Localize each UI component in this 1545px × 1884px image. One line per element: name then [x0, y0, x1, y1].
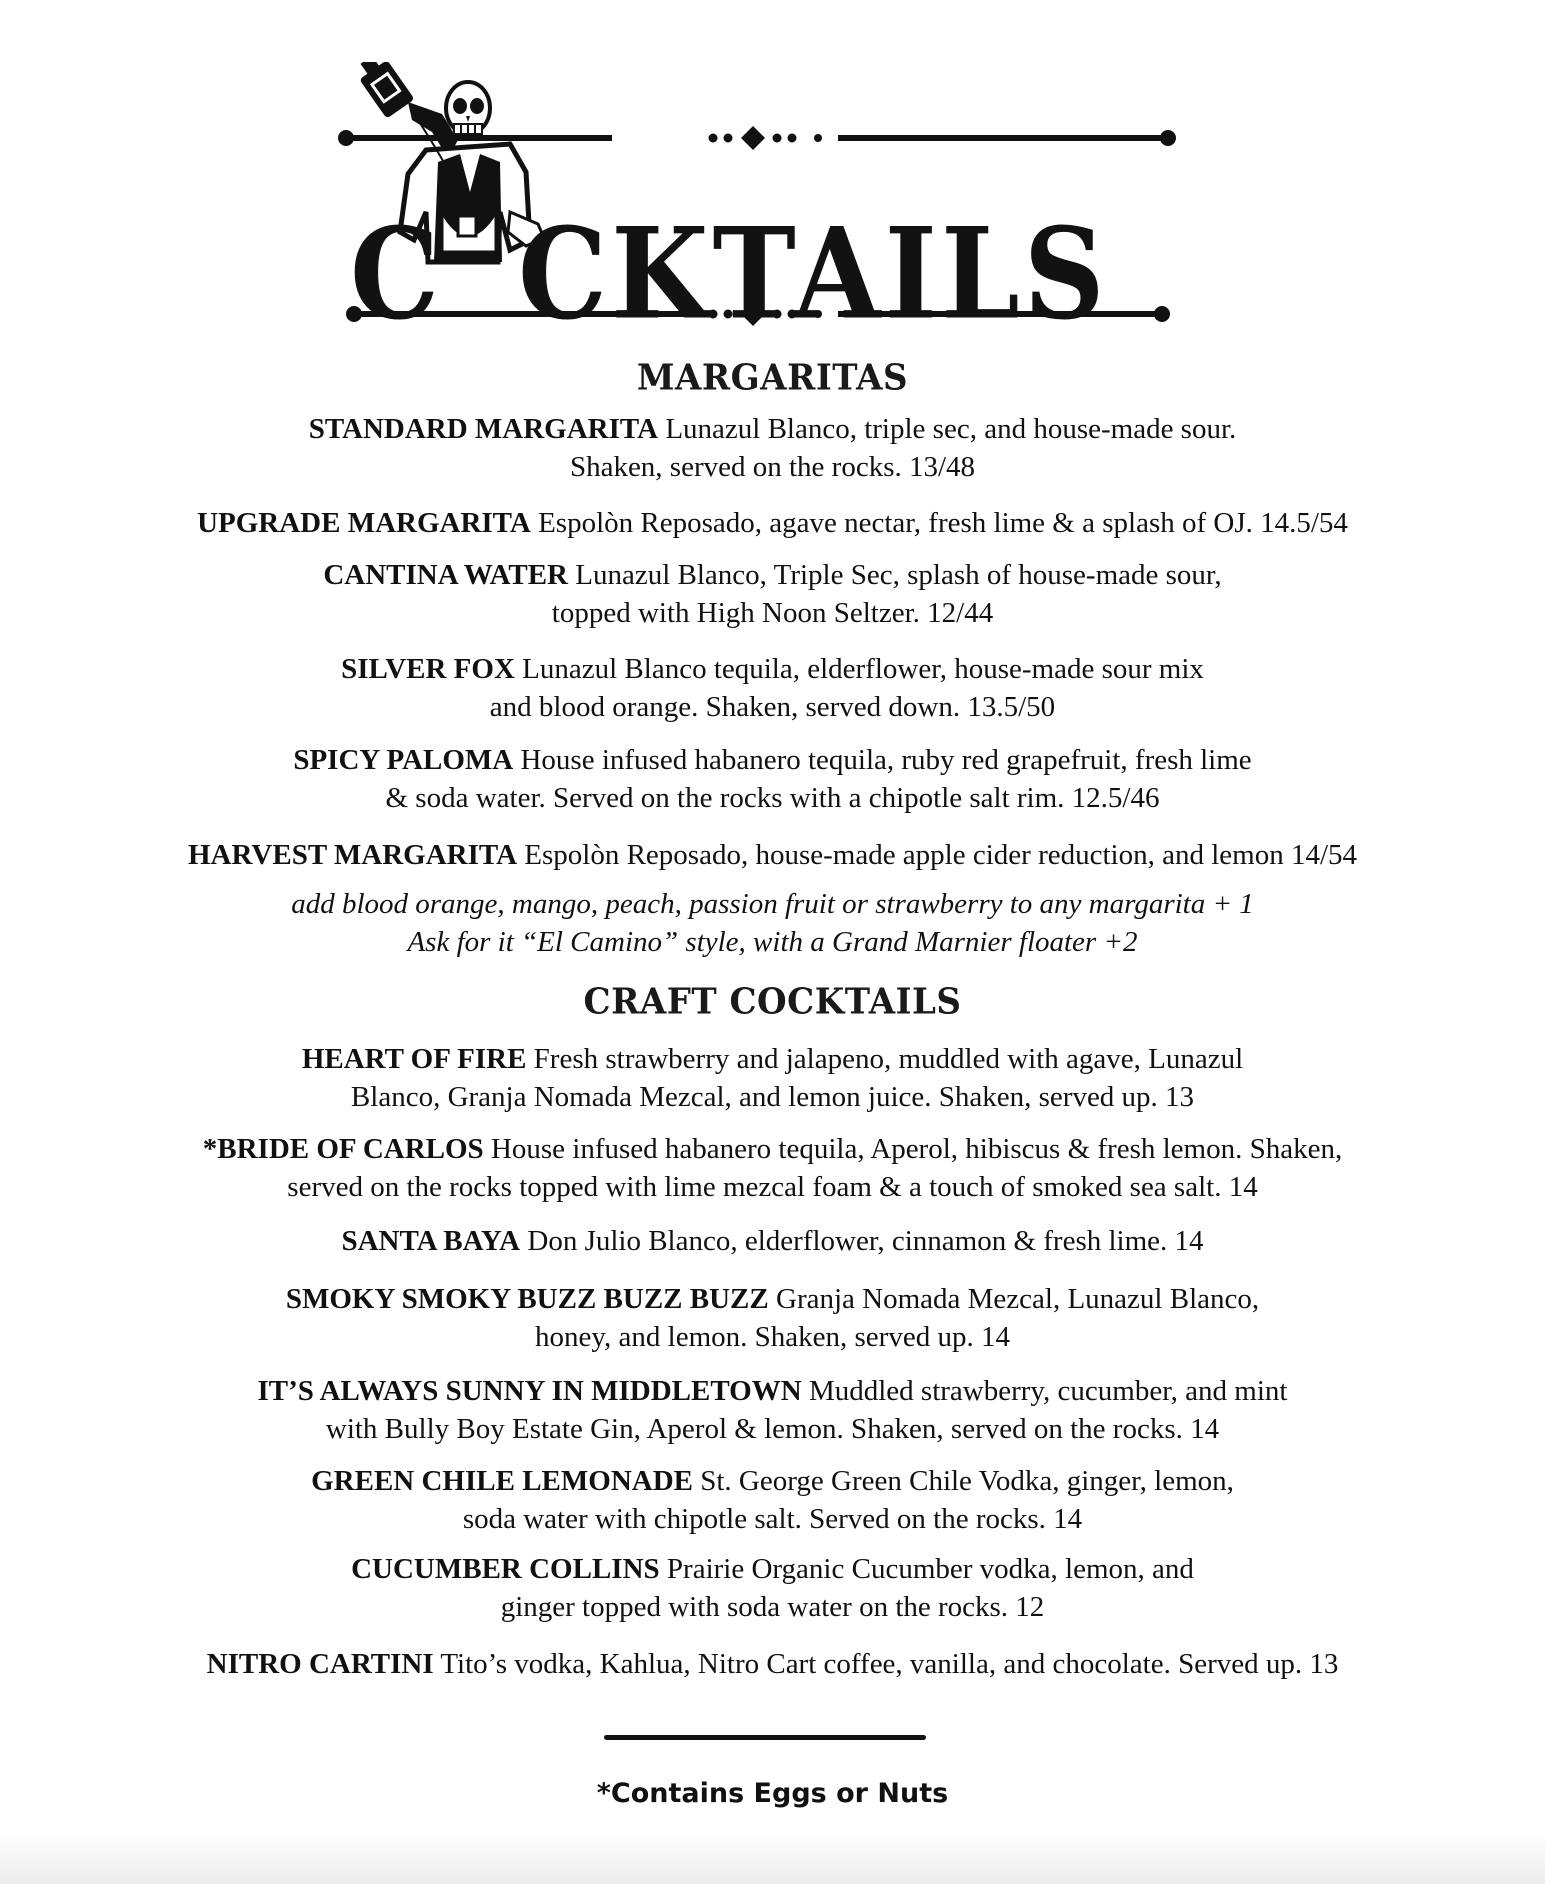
- item-description: Lunazul Blanco, Triple Sec, splash of house-made sour,: [568, 559, 1222, 591]
- menu-item-harvest-margarita: [40, 836, 1505, 874]
- item-description: Espolòn Reposado, house-made apple cider reduction, and lemon 14/54: [517, 839, 1357, 871]
- note-line-el-camino: Ask for it “El Camino” style, with a Grand Marnier floater +2: [407, 926, 1138, 958]
- menu-item-smoky-smoky-buzz: [40, 1280, 1505, 1356]
- item-description: Fresh strawberry and jalapeno, muddled with agave, Lunazul: [526, 1043, 1244, 1075]
- note-line-flavors: add blood orange, mango, peach, passion fruit or strawberry to any margarita + 1: [291, 888, 1254, 920]
- menu-item-spicy-paloma: [40, 741, 1505, 817]
- item-description: House infused habanero tequila, ruby red grapefruit, fresh lime: [513, 744, 1252, 776]
- item-description-cont: with Bully Boy Estate Gin, Aperol & lemon. Shaken, served on the rocks. 14: [325, 1413, 1220, 1445]
- footer-divider: [604, 1735, 926, 1740]
- item-description: Lunazul Blanco, triple sec, and house-made sour.: [658, 413, 1237, 445]
- item-name: SANTA BAYA: [341, 1225, 521, 1257]
- page-bottom-shadow: [0, 1834, 1545, 1884]
- item-description: Muddled strawberry, cucumber, and mint: [801, 1375, 1288, 1407]
- item-name: CANTINA WATER: [323, 559, 569, 591]
- item-description: Don Julio Blanco, elderflower, cinnamon & fresh lime. 14: [520, 1225, 1204, 1257]
- item-description-cont: honey, and lemon. Shaken, served up. 14: [535, 1321, 1010, 1353]
- menu-item-standard-margarita: [40, 410, 1505, 486]
- item-name: UPGRADE MARGARITA: [197, 507, 531, 539]
- menu-item-bride-of-carlos: [40, 1130, 1505, 1206]
- item-description: Lunazul Blanco tequila, elderflower, house-made sour mix: [514, 653, 1204, 685]
- item-description: Espolòn Reposado, agave nectar, fresh lime & a splash of OJ. 14.5/54: [530, 507, 1348, 539]
- item-name: GREEN CHILE LEMONADE: [311, 1465, 693, 1497]
- item-description: St. George Green Chile Vodka, ginger, lemon,: [693, 1465, 1234, 1497]
- section-title-margaritas: MARGARITAS: [636, 357, 909, 399]
- menu-item-santa-baya: [40, 1222, 1505, 1260]
- item-description-cont: & soda water. Served on the rocks with a chipotle salt rim. 12.5/46: [385, 782, 1160, 814]
- menu-item-cantina-water: [40, 556, 1505, 632]
- item-description-cont: and blood orange. Shaken, served down. 13.5/50: [489, 691, 1056, 723]
- margarita-addons-note: [40, 885, 1505, 961]
- top-rule-ornament: [709, 126, 823, 150]
- menu-item-upgrade-margarita: [40, 504, 1505, 542]
- item-name: HARVEST MARGARITA: [187, 839, 518, 871]
- menu-header: [330, 62, 1190, 348]
- item-name: STANDARD MARGARITA: [308, 413, 659, 445]
- menu-item-silver-fox: [40, 650, 1505, 726]
- top-rule-right: [838, 130, 1176, 146]
- menu-item-always-sunny: [40, 1372, 1505, 1448]
- item-description-cont: Shaken, served on the rocks. 13/48: [569, 451, 976, 483]
- menu-item-cucumber-collins: [40, 1550, 1505, 1626]
- item-name: SMOKY SMOKY BUZZ BUZZ BUZZ: [285, 1283, 769, 1315]
- menu-item-green-chile-lemonade: [40, 1462, 1505, 1538]
- item-name: NITRO CARTINI: [206, 1648, 434, 1680]
- item-name: *BRIDE OF CARLOS: [202, 1133, 484, 1165]
- item-description: Granja Nomada Mezcal, Lunazul Blanco,: [768, 1283, 1260, 1315]
- item-name: HEART OF FIRE: [301, 1043, 527, 1075]
- item-name: IT’S ALWAYS SUNNY IN MIDDLETOWN: [257, 1375, 802, 1407]
- item-name: SILVER FOX: [341, 653, 515, 685]
- menu-item-nitro-cartini: [40, 1645, 1505, 1683]
- item-description-cont: ginger topped with soda water on the rocks. 12: [500, 1591, 1045, 1623]
- section-title-craft-cocktails: CRAFT COCKTAILS: [583, 981, 962, 1023]
- item-description: Tito’s vodka, Kahlua, Nitro Cart coffee, vanilla, and chocolate. Served up. 13: [433, 1648, 1339, 1680]
- title-first-letter: C: [350, 200, 440, 348]
- allergen-note: *Contains Eggs or Nuts: [596, 1778, 949, 1809]
- liquor-bottle-icon: [352, 62, 414, 119]
- item-description-cont: served on the rocks topped with lime mezcal foam & a touch of smoked sea salt. 14: [287, 1171, 1258, 1203]
- item-description: House infused habanero tequila, Aperol, hibiscus & fresh lemon. Shaken,: [483, 1133, 1343, 1165]
- diamond-ornament-icon: [741, 126, 765, 150]
- page-title: CKTAILS: [518, 200, 1109, 348]
- item-description-cont: Blanco, Granja Nomada Mezcal, and lemon juice. Shaken, served up. 13: [350, 1081, 1195, 1113]
- item-name: SPICY PALOMA: [293, 744, 514, 776]
- item-name: CUCUMBER COLLINS: [351, 1553, 660, 1585]
- item-description: Prairie Organic Cucumber vodka, lemon, and: [659, 1553, 1194, 1585]
- item-description-cont: soda water with chipotle salt. Served on the rocks. 14: [462, 1503, 1083, 1535]
- menu-item-heart-of-fire: [40, 1040, 1505, 1116]
- item-description-cont: topped with High Noon Seltzer. 12/44: [551, 597, 994, 629]
